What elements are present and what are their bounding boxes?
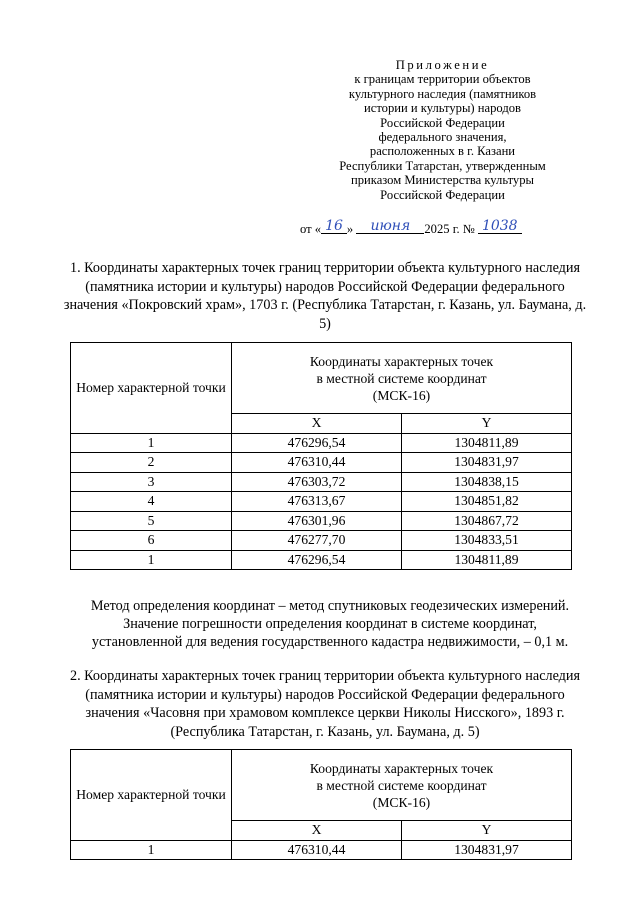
point-number: 5 (71, 511, 232, 531)
appendix-title: Приложение (395, 58, 490, 72)
method-note (60, 597, 600, 651)
appendix-line: Российской Федерации (380, 187, 505, 202)
y-column-header: Y (402, 414, 572, 434)
appendix-block (330, 58, 555, 202)
y-value: 1304811,89 (402, 550, 572, 570)
decree-prefix: от « (300, 222, 322, 236)
point-number: 1 (71, 550, 232, 570)
table-row (71, 492, 572, 512)
y-value: 1304811,89 (402, 433, 572, 453)
decree-year: 2025 г. № (424, 222, 475, 236)
x-value: 476301,96 (232, 511, 402, 531)
decree-line (300, 218, 600, 237)
coordinates-table-2 (70, 749, 572, 860)
point-number-header: Номер характерной точки (71, 750, 232, 841)
table-row (71, 511, 572, 531)
point-number: 1 (71, 840, 232, 860)
appendix-line: Республики Татарстан, утвержденным (339, 158, 546, 173)
x-value: 476296,54 (232, 433, 402, 453)
table-row (71, 433, 572, 453)
coordinates-header-line: Координаты характерных точек (309, 760, 494, 776)
point-number-header: Номер характерной точки (71, 343, 232, 434)
x-value: 476303,72 (232, 472, 402, 492)
coordinates-header (232, 750, 572, 821)
point-number: 1 (71, 433, 232, 453)
appendix-line: расположенных в г. Казани (369, 144, 516, 159)
section-1-heading: 1. Координаты характерных точек границ территории объекта культурного наследия (памятника истории и культуры) народов Российской Федерации федерального значения «Покровский храм», 1703 г. (Республика Татарстан, г. Казань, ул. Баумана, д. 5) (63, 260, 587, 332)
decree-day: 16 (321, 219, 347, 234)
point-number: 3 (71, 472, 232, 492)
decree-number: 1038 (478, 219, 522, 234)
appendix-line: приказом Министерства культуры (350, 173, 534, 188)
table-row (71, 453, 572, 473)
y-value: 1304838,15 (402, 472, 572, 492)
coordinates-header (232, 343, 572, 414)
x-value: 476310,44 (232, 453, 402, 473)
method-line: Значение погрешности определения координат в системе координат, (123, 616, 537, 632)
y-value: 1304833,51 (402, 531, 572, 551)
appendix-line: Российской Федерации (380, 115, 505, 130)
table-row (71, 550, 572, 570)
appendix-line: культурного наследия (памятников (348, 86, 537, 101)
x-column-header: X (232, 414, 402, 434)
x-column-header: X (232, 821, 402, 841)
point-number: 2 (71, 453, 232, 473)
appendix-line: истории и культуры) народов (364, 101, 521, 116)
x-value: 476313,67 (232, 492, 402, 512)
coordinates-header-line: в местной системе координат (316, 370, 487, 386)
decree-month: июня (356, 219, 424, 234)
method-line: Метод определения координат – метод спутниковых геодезических измерений. (90, 598, 570, 614)
table-row (71, 472, 572, 492)
coordinates-header-line: (МСК-16) (372, 794, 431, 810)
y-column-header: Y (402, 821, 572, 841)
y-value: 1304831,97 (402, 453, 572, 473)
method-line: установленной для ведения государственного кадастра недвижимости, – 0,1 м. (91, 634, 569, 650)
coordinates-header-line: Координаты характерных точек (309, 353, 494, 369)
x-value: 476277,70 (232, 531, 402, 551)
x-value: 476296,54 (232, 550, 402, 570)
appendix-line: федерального значения, (378, 130, 507, 145)
x-value: 476310,44 (232, 840, 402, 860)
section-2-heading: 2. Координаты характерных точек границ территории объекта культурного наследия (памятника истории и культуры) народов Российской Федерации федерального значения «Часовня при храмовом комплексе церкви Николы Нисского», 1893 г. (Республика Татарстан, г. Казань, ул. Баумана, д. 5) (69, 668, 581, 740)
y-value: 1304831,97 (402, 840, 572, 860)
table-row (71, 531, 572, 551)
appendix-line: к границам территории объектов (354, 72, 531, 87)
coordinates-header-line: в местной системе координат (316, 777, 487, 793)
coordinates-header-line: (МСК-16) (372, 387, 431, 403)
y-value: 1304851,82 (402, 492, 572, 512)
point-number: 6 (71, 531, 232, 551)
coordinates-table-1 (70, 342, 572, 570)
y-value: 1304867,72 (402, 511, 572, 531)
point-number: 4 (71, 492, 232, 512)
table-row (71, 840, 572, 860)
decree-mid: » (346, 222, 354, 236)
